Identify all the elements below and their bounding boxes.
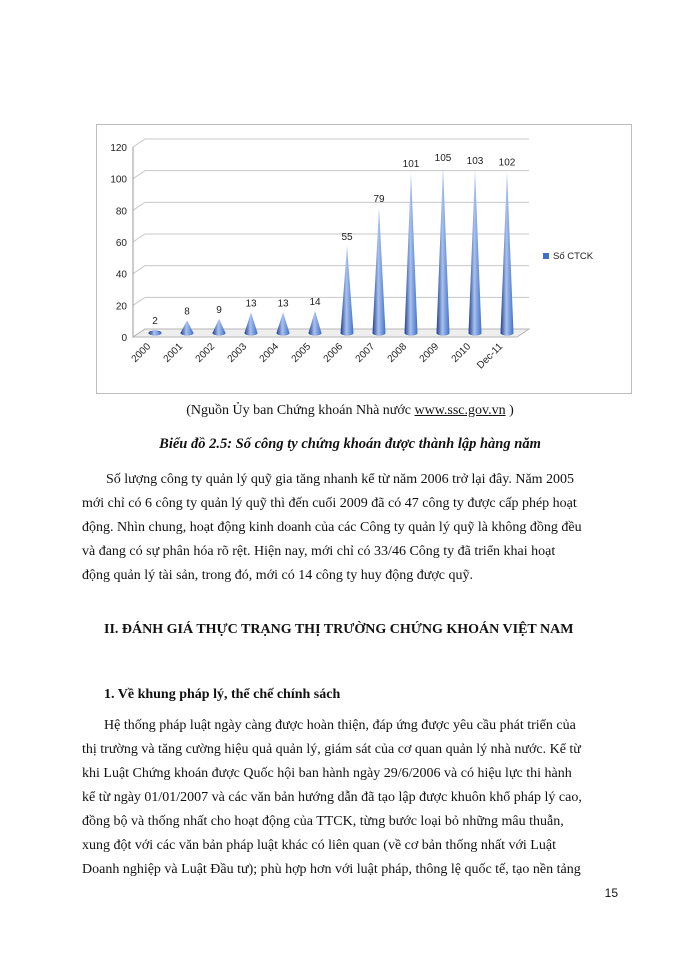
- data-label: 9: [216, 304, 222, 316]
- gridline: [133, 231, 529, 243]
- paragraph-1: [82, 468, 622, 588]
- paragraph-line: Số lượng công ty quản lý quỹ gia tăng nhanh kể từ năm 2006 trở lại đây. Năm 2005: [106, 472, 575, 487]
- source-text: (Nguồn Ủy ban Chứng khoán Nhà nước: [186, 403, 415, 418]
- x-tick-label: 2005: [289, 341, 314, 365]
- gridline: [133, 266, 529, 274]
- paragraph-line: thị trường và tăng cường hiệu quả quản lý, giám sát của cơ quan quản lý nhà nước. Kể từ: [82, 742, 581, 757]
- subsection-heading: 1. Về khung pháp lý, thể chế chính sách: [104, 687, 341, 702]
- y-tick-label: 20: [115, 301, 127, 313]
- bar-2006: [341, 246, 354, 335]
- bar-2004: [277, 312, 290, 335]
- x-tick-label: 2003: [225, 341, 250, 365]
- y-tick-label: 120: [110, 143, 127, 154]
- paragraph-line: đồng bộ và thống nhất cho hoạt động của TTCK, từng bước loại bỏ những mâu thuẫn,: [82, 814, 564, 829]
- y-tick-label: 60: [115, 238, 127, 249]
- bar-2007: [373, 208, 386, 335]
- chart-container: [96, 124, 632, 394]
- legend-swatch: [543, 253, 549, 259]
- data-label: 13: [277, 298, 289, 310]
- data-label: 102: [498, 157, 516, 169]
- x-tick-label: 2001: [161, 341, 186, 365]
- source-link[interactable]: www.ssc.gov.vn: [414, 403, 506, 418]
- bar-Dec-11: [501, 172, 514, 336]
- gridline: [133, 139, 529, 147]
- x-tick-label: 2008: [385, 341, 410, 365]
- paragraph-line: động. Nhìn chung, hoạt động kinh doanh của các Công ty quản lý quỹ là không đồng đều: [82, 520, 582, 535]
- x-tick-label: Dec-11: [475, 341, 506, 372]
- data-label: 2: [152, 315, 158, 327]
- data-label: 101: [402, 159, 420, 171]
- paragraph-2: [82, 714, 622, 882]
- paragraph-line: và đang có sự phân hóa rõ rệt. Hiện nay, mới chỉ có 33/46 Công ty đã triển khai hoạt: [82, 544, 556, 559]
- x-tick-label: 2006: [321, 341, 346, 365]
- x-tick-label: 2004: [257, 341, 282, 365]
- chart-source: [0, 403, 700, 419]
- paragraph-line: Doanh nghiệp và Luật Đầu tư); phù hợp hơn với luật pháp, thông lệ quốc tế, tạo nền tảng: [82, 862, 581, 877]
- bar-2010: [469, 170, 482, 335]
- y-tick-label: 100: [110, 174, 127, 186]
- y-tick-label: 40: [115, 269, 127, 281]
- bar-2009: [437, 167, 450, 336]
- y-tick-label: 0: [121, 333, 127, 344]
- page-number: 15: [604, 886, 618, 900]
- gridline: [133, 297, 529, 305]
- bar-chart: [97, 125, 631, 393]
- data-label: 103: [466, 155, 484, 167]
- data-label: 55: [341, 231, 353, 243]
- gridline: [133, 202, 529, 210]
- bar-2005: [309, 311, 322, 336]
- bar-2008: [405, 173, 418, 335]
- chart-caption: Biểu đồ 2.5: Số công ty chứng khoán được thành lập hàng năm: [159, 436, 541, 452]
- paragraph-line: động quản lý tài sản, trong đó, mới có 14 công ty huy động được quỹ.: [82, 568, 474, 583]
- x-tick-label: 2000: [129, 341, 154, 365]
- x-tick-label: 2007: [353, 341, 378, 365]
- data-label: 79: [373, 193, 385, 205]
- paragraph-line: kể từ ngày 01/01/2007 và các văn bản hướng dẫn đã tạo lập được khuôn khổ pháp lý cao,: [82, 790, 582, 805]
- source-close: ): [505, 403, 514, 418]
- bar-2002: [213, 319, 226, 336]
- paragraph-line: xung đột với các văn bản pháp luật khác có liên quan (về cơ bản thống nhất với Luật: [82, 838, 556, 853]
- data-label: 14: [309, 296, 321, 308]
- legend-label: Số CTCK: [553, 251, 594, 262]
- paragraph-line: mới chỉ có 6 công ty quản lý quỹ thì đến cuối 2009 đã có 47 công ty được cấp phép hoạt: [82, 496, 577, 511]
- x-tick-label: 2002: [193, 341, 218, 365]
- x-tick-label: 2010: [449, 341, 474, 365]
- data-label: 13: [245, 298, 257, 310]
- gridline: [133, 171, 529, 179]
- y-tick-label: 80: [115, 206, 127, 218]
- paragraph-line: Hệ thống pháp luật ngày càng được hoàn thiện, đáp ứng được yêu cầu phát triển của: [104, 718, 576, 733]
- paragraph-line: khi Luật Chứng khoán được Quốc hội ban hành ngày 29/6/2006 và có hiệu lực thi hành: [82, 766, 572, 781]
- data-label: 105: [434, 152, 452, 164]
- bar-2003: [245, 312, 258, 335]
- bar-2001: [181, 320, 194, 335]
- section-heading: II. ĐÁNH GIÁ THỰC TRẠNG THỊ TRƯỜNG CHỨNG KHOÁN VIỆT NAM: [104, 622, 574, 637]
- data-label: 8: [184, 306, 190, 318]
- x-tick-label: 2009: [417, 341, 442, 365]
